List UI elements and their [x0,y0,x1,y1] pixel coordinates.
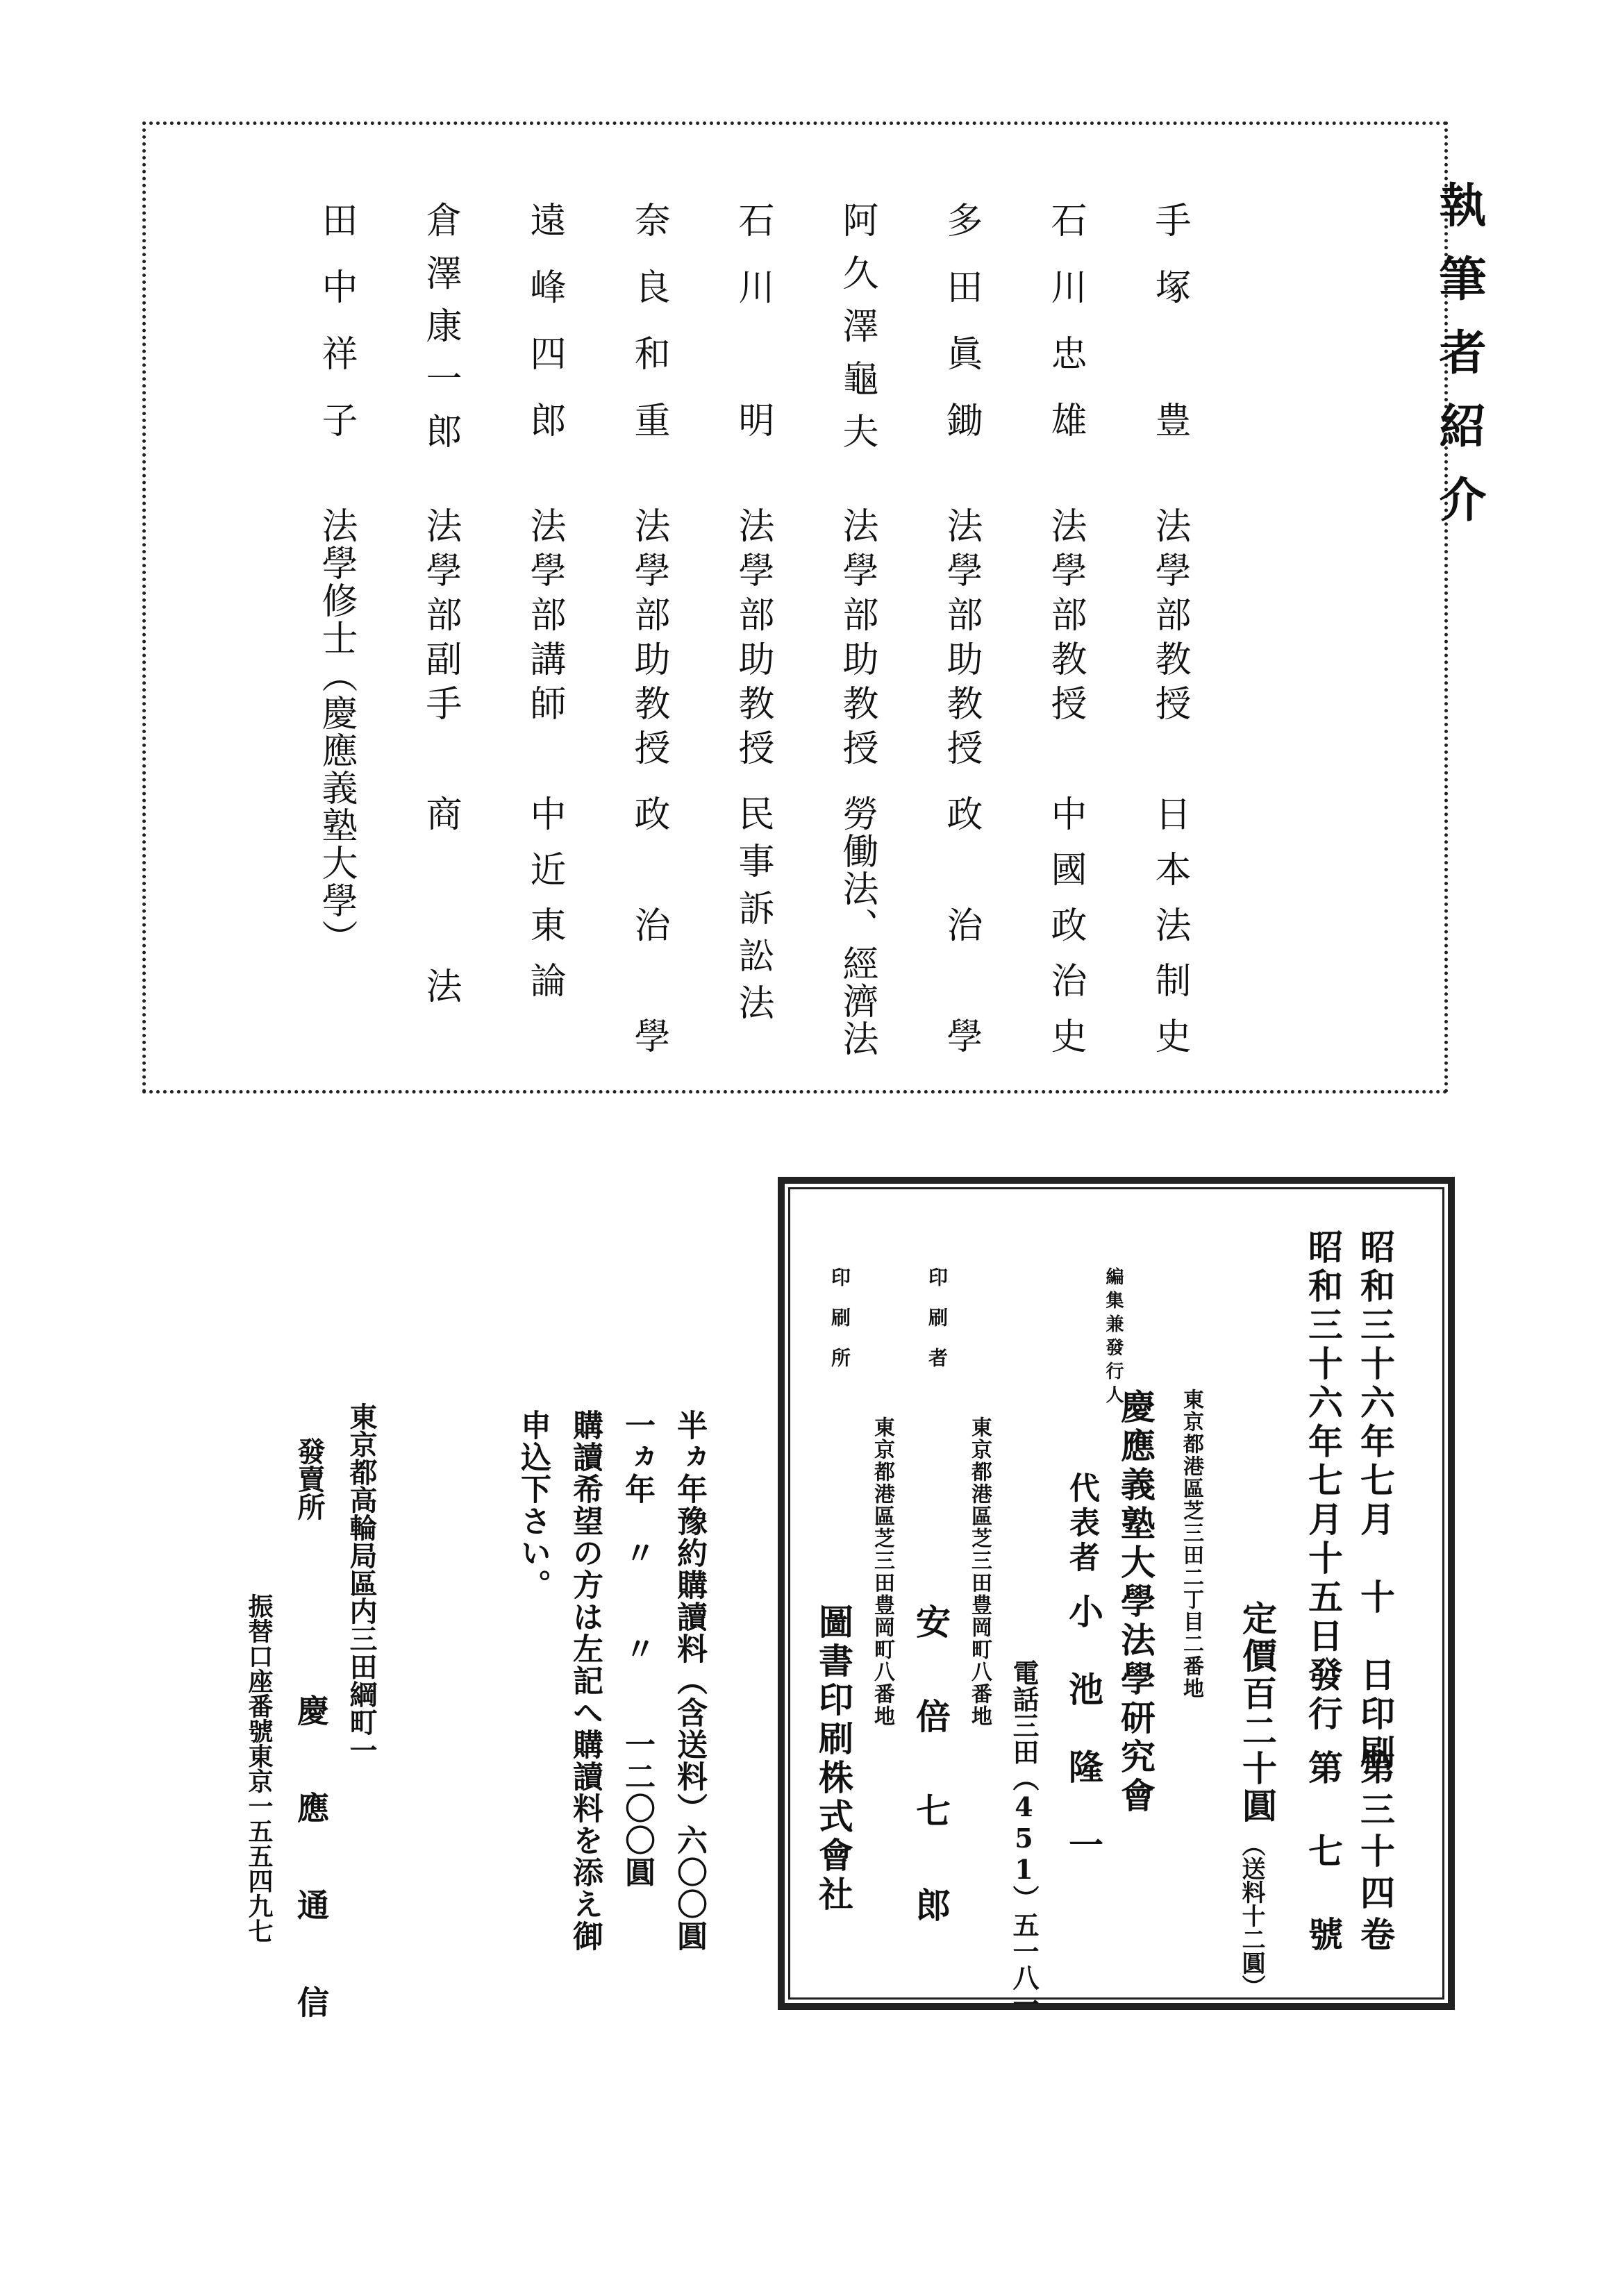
representative-label: 代表者 [1064,1472,1099,1576]
author-field: 政 治 學 [940,795,982,1073]
printer-name: 安 倍 七 郎 [910,1604,951,1934]
editor-org: 慶應義塾大學法學研究會 [1115,1389,1156,1816]
author-field: 商 法 [419,795,461,1010]
issued-date: 昭和三十六年七月十五日發行 [1303,1229,1344,1734]
subscription-note: 購讀希望の方は左記へ購讀料を添え御 [567,1409,603,1952]
author-position: 法學部助教授 [940,507,982,773]
author-position: 法學部教授 [1149,507,1190,729]
authors-title: 執筆者紹介 [1431,181,1487,548]
author-entry [1035,201,1086,1073]
author-name: 多田眞鋤 [940,201,982,468]
author-field: 民事訴訟法 [732,795,774,1031]
author-field: 中近東論 [524,795,565,1017]
author-entry [722,201,774,1055]
author-field: 勞働法、經濟法 [836,795,878,1057]
subscription-note: 申込下さい。 [515,1409,551,1601]
printshop-name: 圖書印刷株式會社 [813,1604,854,1915]
subscription-one-year: 一ヵ年 〃 〃 一二〇〇圓 [619,1409,655,1888]
seller-name: 慶 應 通 信 [292,1694,330,2034]
author-name: 石川忠雄 [1044,201,1086,468]
author-name: 奈良和重 [628,201,669,468]
author-field: 中國政治史 [1044,795,1086,1073]
printed-date: 昭和三十六年七月 十 日印刷 [1355,1229,1396,1773]
author-position: 法學修士（慶應義塾大學） [315,507,357,957]
author-position: 法學部副手 [419,507,461,729]
author-entry [1139,201,1190,1073]
postage: （送料十二圓） [1237,1833,1265,1998]
editor-address: 東京都港區芝三田二丁目二番地 [1179,1389,1203,1700]
author-entry [826,201,878,1057]
author-name: 倉澤康一郎 [419,201,461,465]
author-entry [618,201,669,1073]
author-entry [306,201,357,1055]
author-field: 日本法制史 [1149,795,1190,1073]
author-field: 政 治 學 [628,795,669,1073]
printshop-address: 東京都港區芝三田豊岡町八番地 [870,1416,894,1727]
author-entry [410,201,461,1055]
printer-label: 印刷者 [926,1267,949,1388]
author-position: 法學部助教授 [628,507,669,773]
author-entry [931,201,982,1073]
author-position: 法學部講師 [524,507,565,729]
price: 定價百二十圓 [1237,1600,1278,1825]
author-name: 手塚 豊 [1149,201,1190,468]
author-position: 法學部助教授 [732,507,774,773]
phone: 電話三田（451）五一八一 [1008,1659,1040,2017]
number: 第 七 號 [1303,1750,1344,1958]
seller-address: 東京都高輪局區内三田綱町一 [345,1402,378,1763]
volume: 第三十四卷 [1355,1750,1396,1958]
subscription-half-year: 半ヵ年豫約購讀料（含送料）六〇〇圓 [672,1409,707,1952]
author-name: 阿久澤龜夫 [836,201,878,465]
representative-name: 小 池 隆 一 [1063,1593,1104,1866]
printer-address: 東京都港區芝三田豊岡町八番地 [967,1416,992,1727]
author-entry [514,201,565,1055]
author-name: 田中祥子 [315,201,357,468]
printshop-label: 印刷所 [828,1267,851,1388]
author-name: 石川 明 [732,201,774,468]
author-name: 遠峰四郎 [524,201,565,468]
seller-label: 發賣所 [293,1437,326,1520]
author-position: 法學部教授 [1044,507,1086,729]
editor-label: 編集兼發行人 [1103,1267,1124,1409]
author-position: 法學部助教授 [836,507,878,773]
seller-account: 振替口座番號東京一五五四九七 [244,1593,274,1943]
